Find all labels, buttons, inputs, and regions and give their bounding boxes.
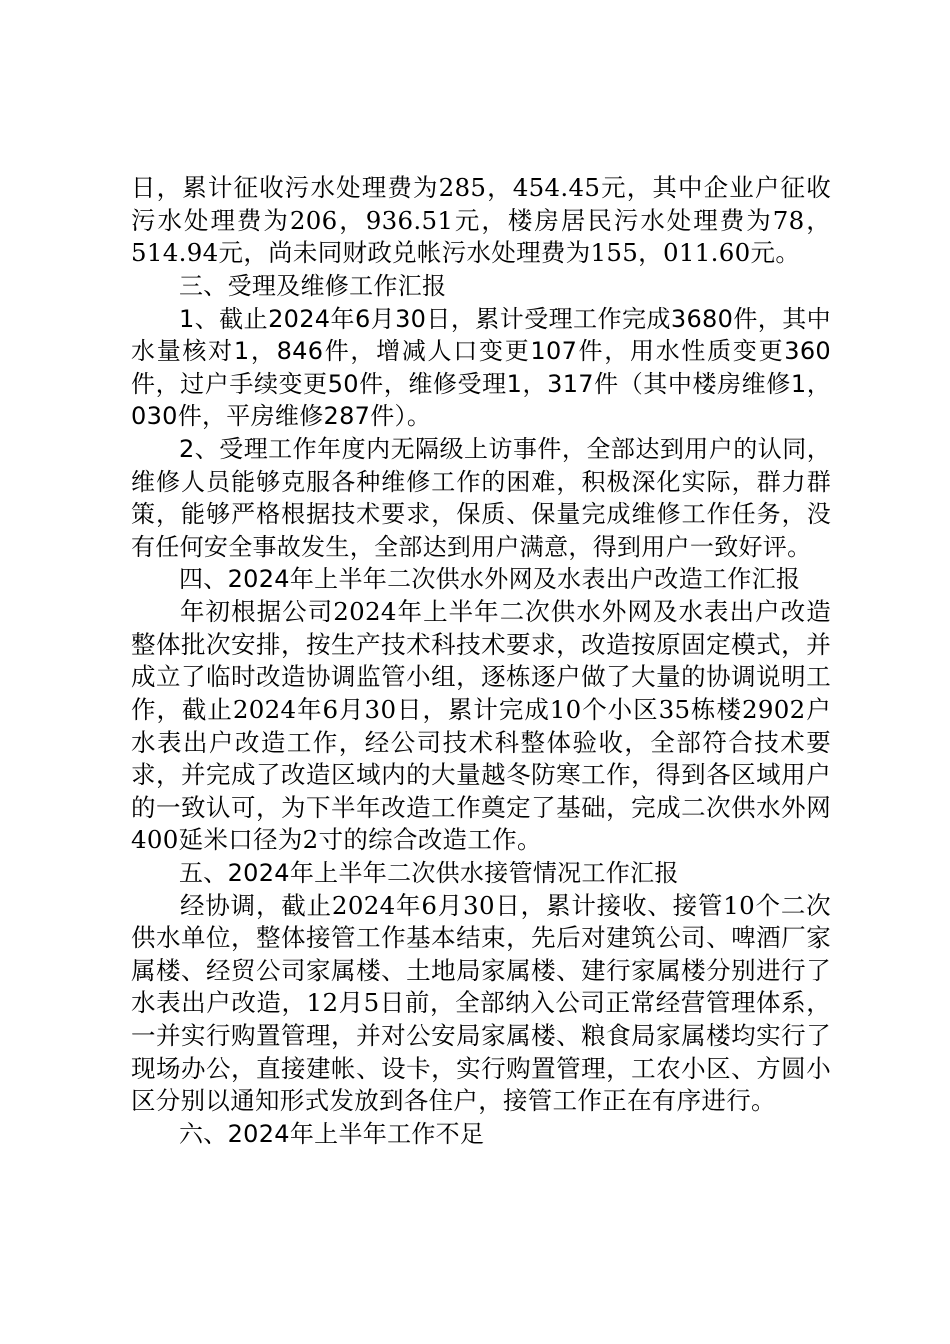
section-heading-6: 六、2024年上半年工作不足 <box>179 1119 485 1148</box>
section-heading-5: 五、2024年上半年二次供水接管情况工作汇报 <box>179 858 679 887</box>
paragraph-5: 经协调，截止2024年6月30日，累计接收、接管10个二次供水单位，整体接管工作基本结束，先后对建筑公司、啤酒厂家属楼、经贸公司家属楼、土地局家属楼、建行家属楼分别进行了水表出户改造，12月5日前，全部纳入公司正常经营管理体系，一并实行购置管理，并对公安局家属楼、粮食局家属楼均实行了现场办公，直接建帐、设卡，实行购置管理，工农小区、方圆小区分别以通知形式发放到各住户，接管工作正在有序进行。 <box>131 890 831 1116</box>
continuation-paragraph: 日，累计征收污水处理费为285，454.45元，其中企业户征收污水处理费为206，936.51元，楼房居民污水处理费为78，514.94元，尚未同财政兑帐污水处理费为155，011.60元。 <box>131 173 831 268</box>
paragraph-3-2: 2、受理工作年度内无隔级上访事件，全部达到用户的认同，维修人员能够克服各种维修工作的困难，积极深化实际，群力群策，能够严格根据技术要求，保质、保量完成维修工作任务，没有任何安全事故发生，全部达到用户满意，得到用户一致好评。 <box>131 434 831 561</box>
section-heading-4: 四、2024年上半年二次供水外网及水表出户改造工作汇报 <box>179 565 801 594</box>
document-body <box>131 172 831 1151</box>
section-heading-3: 三、受理及维修工作汇报 <box>179 271 447 300</box>
paragraph-3-1: 1、截止2024年6月30日，累计受理工作完成3680件，其中水量核对1，846件，增减人口变更107件，用水性质变更360件，过户手续变更50件，维修受理1，317件（其中楼房维修1，030件，平房维修287件）。 <box>131 304 831 431</box>
paragraph-4: 年初根据公司2024年上半年二次供水外网及水表出户改造整体批次安排，按生产技术科技术要求，改造按原固定模式，并成立了临时改造协调监管小组，逐栋逐户做了大量的协调说明工作，截止2024年6月30日，累计完成10个小区35栋楼2902户水表出户改造工作，经公司技术科整体验收，全部符合技术要求，并完成了改造区域内的大量越冬防寒工作，得到各区域用户的一致认可，为下半年改造工作奠定了基础，完成二次供水外网400延米口径为2寸的综合改造工作。 <box>131 597 831 855</box>
